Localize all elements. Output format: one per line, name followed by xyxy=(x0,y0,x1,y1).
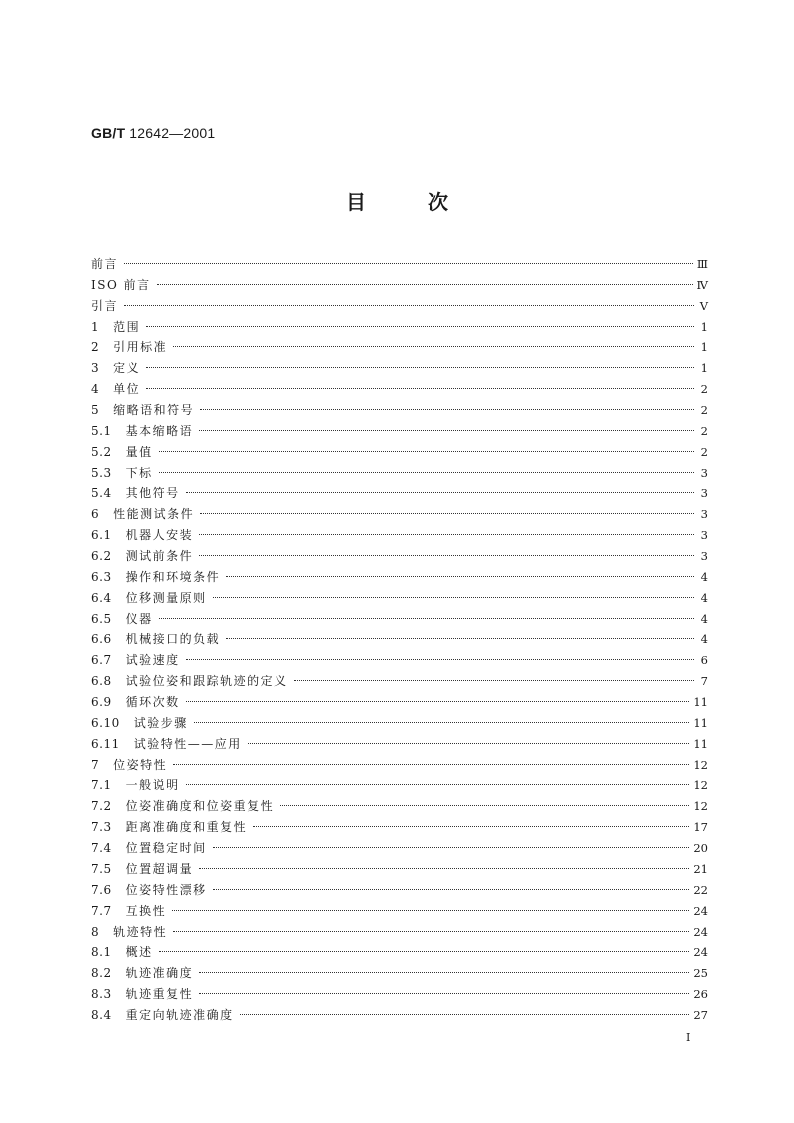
toc-entry[interactable] xyxy=(91,817,708,838)
toc-entry-page: Ⅲ xyxy=(696,257,708,271)
toc-title: 目次 xyxy=(346,190,510,214)
toc-entry-page: 6 xyxy=(700,653,708,668)
toc-entry-label: 测试前条件 xyxy=(125,549,194,564)
toc-entry-number: 5 xyxy=(91,403,100,418)
toc-entry-number: 6.6 xyxy=(91,632,112,647)
toc-entry[interactable] xyxy=(91,358,708,379)
toc-leader-dots xyxy=(186,659,694,660)
toc-entry-number: 7.1 xyxy=(91,778,112,793)
toc-leader-dots xyxy=(173,931,689,932)
toc-entry[interactable] xyxy=(91,463,708,484)
toc-leader-dots xyxy=(194,722,690,723)
toc-entry-number: 2 xyxy=(91,340,100,355)
toc-leader-dots xyxy=(199,993,689,994)
toc-entry-label: 轨迹重复性 xyxy=(125,987,194,1002)
toc-entry-number: 7.7 xyxy=(91,903,112,918)
toc-entry[interactable] xyxy=(91,588,708,609)
toc-entry-number: 5.3 xyxy=(91,465,112,480)
toc-entry-number: 7.6 xyxy=(91,882,112,897)
toc-entry-label: 位移测量原则 xyxy=(125,590,207,605)
toc-entry[interactable] xyxy=(91,504,708,525)
toc-entry-page: 2 xyxy=(700,382,708,397)
toc-entry-number: 7.4 xyxy=(91,841,112,856)
toc-entry-label: 量值 xyxy=(125,444,153,459)
toc-entry-label: 互换性 xyxy=(125,903,167,918)
toc-entry-label: 定义 xyxy=(113,361,141,376)
toc-entry-label: 轨迹特性 xyxy=(113,924,168,939)
toc-leader-dots xyxy=(200,409,694,410)
toc-entry[interactable] xyxy=(91,483,708,504)
toc-entry-label: 引用标准 xyxy=(113,340,168,355)
toc-leader-dots xyxy=(186,492,694,493)
toc-entry-page: 3 xyxy=(700,486,708,501)
toc-entry-page: 2 xyxy=(700,444,708,459)
toc-entry[interactable] xyxy=(91,317,708,338)
toc-entry-page: 2 xyxy=(700,403,708,418)
toc-entry-page: 7 xyxy=(700,674,708,689)
toc-entry[interactable] xyxy=(91,400,708,421)
toc-leader-dots xyxy=(159,451,694,452)
toc-entry-page: 1 xyxy=(700,319,708,334)
toc-entry-page: 1 xyxy=(700,340,708,355)
toc-entry[interactable] xyxy=(91,337,708,358)
toc-entry-page: 4 xyxy=(700,590,708,605)
toc-entry-page: 21 xyxy=(693,861,708,876)
toc-leader-dots xyxy=(157,284,693,285)
toc-entry-label: 基本缩略语 xyxy=(125,423,194,438)
toc-entry[interactable] xyxy=(91,525,708,546)
toc-entry[interactable] xyxy=(91,379,708,400)
toc-entry-number: 6.4 xyxy=(91,590,112,605)
toc-entry-number: 5.4 xyxy=(91,486,112,501)
toc-entry-number: 6.8 xyxy=(91,674,112,689)
toc-leader-dots xyxy=(199,555,694,556)
toc-entry-number: 1 xyxy=(91,319,100,334)
toc-entry-number: 6.10 xyxy=(91,715,120,730)
toc-entry-page: 3 xyxy=(700,549,708,564)
toc-entry-label: 前言 xyxy=(91,257,119,271)
toc-entry-number: 6.11 xyxy=(91,736,120,751)
toc-entry-page: 4 xyxy=(700,611,708,626)
toc-entry-label: 范围 xyxy=(113,319,141,334)
toc-entry-page: 11 xyxy=(693,715,708,730)
toc-entry-number: 3 xyxy=(91,361,100,376)
toc-entry-number: 6 xyxy=(91,507,100,522)
toc-entry-number: 6.2 xyxy=(91,549,112,564)
toc-leader-dots xyxy=(186,784,690,785)
toc-entry[interactable] xyxy=(91,838,708,859)
toc-entry-page: Ⅴ xyxy=(699,298,708,313)
toc-entry-label: 缩略语和符号 xyxy=(113,403,195,418)
toc-entry-page: 24 xyxy=(693,945,708,960)
toc-entry-label: 位置超调量 xyxy=(125,861,194,876)
toc-entry-page: 2 xyxy=(700,423,708,438)
standard-number: 12642—2001 xyxy=(129,125,216,141)
toc-entry-label: 试验位姿和跟踪轨迹的定义 xyxy=(125,674,288,689)
toc-entry-label: 试验速度 xyxy=(125,653,180,668)
toc-entry-label: 引言 xyxy=(91,298,119,313)
toc-leader-dots xyxy=(173,346,694,347)
toc-entry-number: 8 xyxy=(91,924,100,939)
toc-entry-page: 25 xyxy=(693,966,708,981)
toc-entry-page: 12 xyxy=(693,778,708,793)
toc-entry-number: 7.5 xyxy=(91,861,112,876)
toc-entry-label: 操作和环境条件 xyxy=(125,569,221,584)
toc-entry-label: 机械接口的负载 xyxy=(125,632,221,647)
toc-leader-dots xyxy=(146,367,694,368)
toc-entry-label: 单位 xyxy=(113,382,141,397)
toc-entry[interactable] xyxy=(91,296,708,317)
toc-entry[interactable] xyxy=(91,275,708,296)
toc-leader-dots xyxy=(248,743,690,744)
toc-entry-number: 8.1 xyxy=(91,945,112,960)
toc-entry-label: 机器人安装 xyxy=(125,528,194,543)
toc-leader-dots xyxy=(226,576,694,577)
toc-entry[interactable] xyxy=(91,755,708,776)
toc-entry-page: 24 xyxy=(693,924,708,939)
toc-entry-number: 5.1 xyxy=(91,423,112,438)
toc-entry-label: 试验步骤 xyxy=(133,715,188,730)
toc-entry-label: 位置稳定时间 xyxy=(125,841,207,856)
toc-entry-number: 6.9 xyxy=(91,695,112,710)
toc-entry[interactable] xyxy=(91,567,708,588)
toc-leader-dots xyxy=(199,430,694,431)
table-of-contents xyxy=(91,254,708,1026)
toc-leader-dots xyxy=(199,972,689,973)
toc-entry-page: 4 xyxy=(700,569,708,584)
toc-entry[interactable] xyxy=(91,546,708,567)
toc-entry-number: 7 xyxy=(91,757,100,772)
toc-entry-page: 26 xyxy=(693,987,708,1002)
toc-entry-number: 7.3 xyxy=(91,820,112,835)
toc-entry-number: 6.5 xyxy=(91,611,112,626)
toc-entry-page: 11 xyxy=(693,695,708,710)
toc-entry[interactable] xyxy=(91,775,708,796)
toc-entry[interactable] xyxy=(91,963,708,984)
toc-entry-number: 6.3 xyxy=(91,569,112,584)
page-number: Ⅰ xyxy=(686,1031,691,1044)
toc-entry-page: 4 xyxy=(700,632,708,647)
toc-entry-number: 6.7 xyxy=(91,653,112,668)
toc-entry-label: 轨迹准确度 xyxy=(125,966,194,981)
toc-entry[interactable] xyxy=(91,692,708,713)
toc-entry-page: 12 xyxy=(693,757,708,772)
toc-entry-number: 4 xyxy=(91,382,100,397)
toc-leader-dots xyxy=(146,388,694,389)
toc-entry-label: 距离准确度和重复性 xyxy=(125,820,248,835)
standard-code xyxy=(91,125,215,141)
toc-leader-dots xyxy=(159,618,694,619)
toc-leader-dots xyxy=(173,764,689,765)
toc-entry-page: 11 xyxy=(693,736,708,751)
toc-leader-dots xyxy=(159,472,694,473)
toc-entry[interactable] xyxy=(91,442,708,463)
toc-entry[interactable] xyxy=(91,796,708,817)
toc-entry-page: 22 xyxy=(693,882,708,897)
toc-leader-dots xyxy=(200,513,694,514)
toc-entry-number: 8.4 xyxy=(91,1007,112,1022)
toc-leader-dots xyxy=(253,826,689,827)
toc-entry[interactable] xyxy=(91,1005,708,1026)
toc-leader-dots xyxy=(199,868,689,869)
toc-entry[interactable] xyxy=(91,942,708,963)
toc-leader-dots xyxy=(199,534,694,535)
toc-leader-dots xyxy=(213,597,694,598)
toc-entry-page: 24 xyxy=(693,903,708,918)
toc-entry[interactable] xyxy=(91,880,708,901)
toc-entry-page: 3 xyxy=(700,507,708,522)
toc-entry-page: 3 xyxy=(700,465,708,480)
toc-entry[interactable] xyxy=(91,421,708,442)
toc-entry-number: 6.1 xyxy=(91,528,112,543)
toc-leader-dots xyxy=(280,805,689,806)
toc-entry-page: 20 xyxy=(693,841,708,856)
toc-entry-page: 27 xyxy=(693,1007,708,1022)
toc-entry[interactable] xyxy=(91,713,708,734)
toc-entry-label: 性能测试条件 xyxy=(113,507,195,522)
toc-entry-label: 下标 xyxy=(125,465,153,480)
toc-entry-number: 5.2 xyxy=(91,444,112,459)
toc-entry[interactable] xyxy=(91,650,708,671)
toc-leader-dots xyxy=(186,701,690,702)
toc-entry-label: 位姿特性漂移 xyxy=(125,882,207,897)
toc-entry-label: 位姿准确度和位姿重复性 xyxy=(125,799,275,814)
toc-leader-dots xyxy=(240,1014,690,1015)
standard-prefix: GB/T xyxy=(91,125,126,141)
toc-entry-page: 1 xyxy=(700,361,708,376)
toc-entry-label: 位姿特性 xyxy=(113,757,168,772)
toc-entry-label: 一般说明 xyxy=(125,778,180,793)
toc-entry-label: 仪器 xyxy=(125,611,153,626)
toc-leader-dots xyxy=(294,680,694,681)
toc-leader-dots xyxy=(213,889,690,890)
toc-entry-label: 重定向轨迹准确度 xyxy=(125,1007,234,1022)
toc-entry-label: 概述 xyxy=(125,945,153,960)
toc-entry-page: 12 xyxy=(693,799,708,814)
toc-entry-label: 其他符号 xyxy=(125,486,180,501)
toc-leader-dots xyxy=(172,910,689,911)
toc-entry[interactable] xyxy=(91,254,708,275)
toc-entry[interactable] xyxy=(91,922,708,943)
toc-entry-number: 8.2 xyxy=(91,966,112,981)
toc-entry-page: 3 xyxy=(700,528,708,543)
toc-entry-number: 8.3 xyxy=(91,987,112,1002)
toc-leader-dots xyxy=(124,263,693,264)
toc-entry[interactable] xyxy=(91,859,708,880)
toc-entry[interactable] xyxy=(91,901,708,922)
toc-leader-dots xyxy=(146,326,694,327)
toc-entry-number: 7.2 xyxy=(91,799,112,814)
toc-entry[interactable] xyxy=(91,609,708,630)
toc-leader-dots xyxy=(159,951,690,952)
toc-leader-dots xyxy=(213,847,690,848)
toc-leader-dots xyxy=(124,305,694,306)
toc-entry-label: 试验特性——应用 xyxy=(133,736,242,751)
toc-entry-label: 循环次数 xyxy=(125,695,180,710)
toc-entry[interactable] xyxy=(91,671,708,692)
toc-entry[interactable] xyxy=(91,984,708,1005)
toc-entry[interactable] xyxy=(91,629,708,650)
toc-entry-label: ISO 前言 xyxy=(91,277,151,292)
toc-leader-dots xyxy=(226,638,694,639)
toc-entry-page: Ⅳ xyxy=(696,277,708,292)
toc-entry[interactable] xyxy=(91,734,708,755)
toc-entry-page: 17 xyxy=(693,820,708,835)
